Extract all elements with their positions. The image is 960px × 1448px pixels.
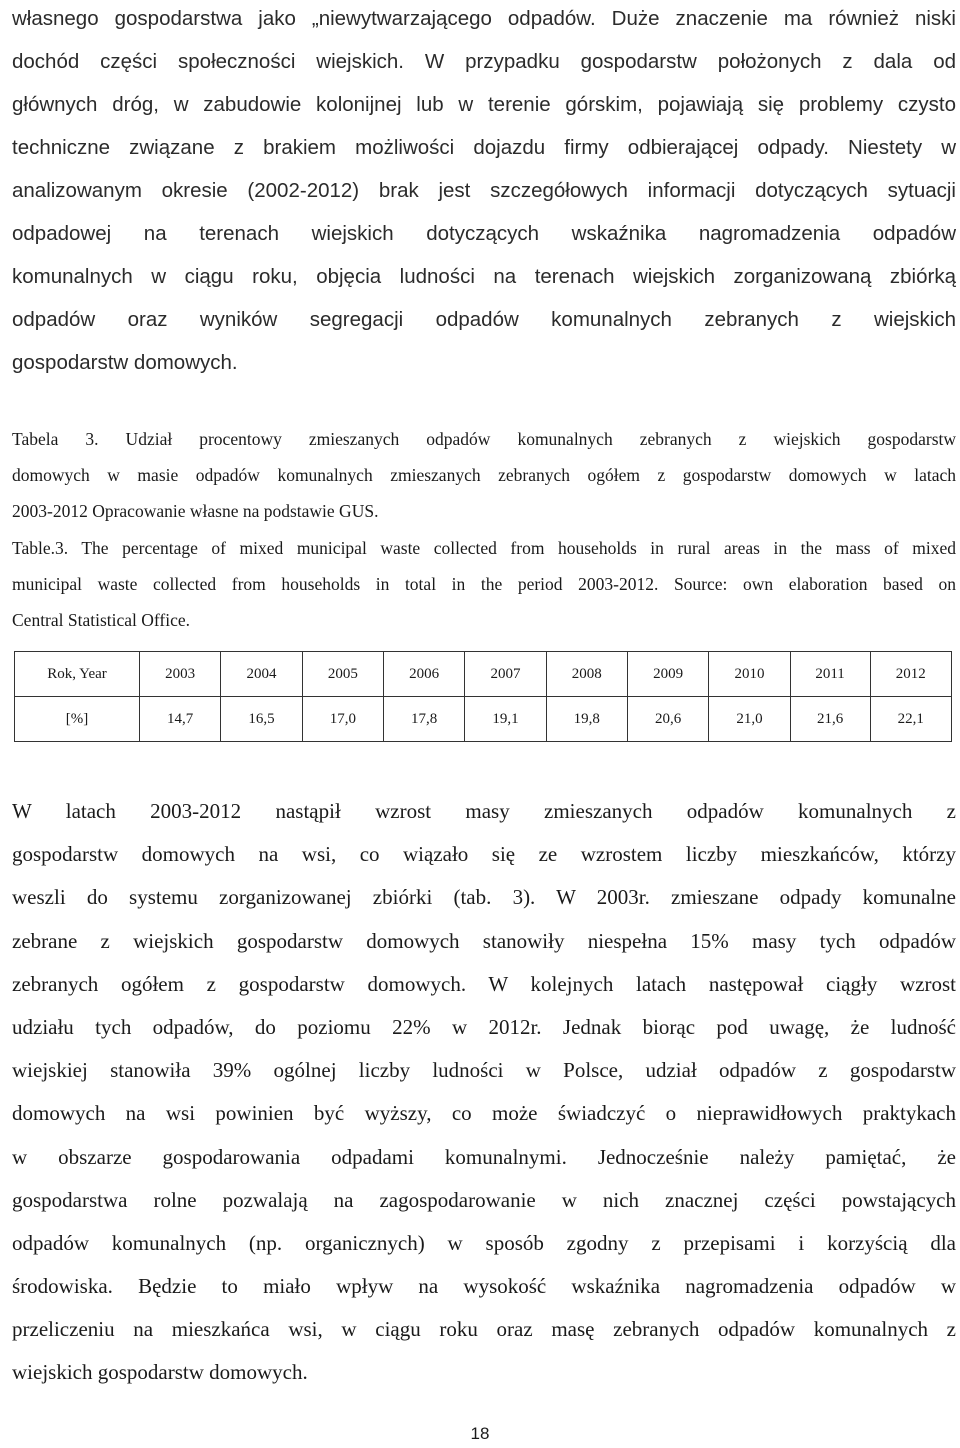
table-cell: 2011 <box>790 652 870 697</box>
table-cell: [%] <box>15 697 140 742</box>
table-cell: 20,6 <box>627 697 708 742</box>
text-line: analizowanym okresie (2002-2012) brak jest szczegółowych informacji dotyczących sytuacji <box>12 179 956 202</box>
text-line: odpadowej na terenach wiejskich dotyczących wskaźnika nagromadzenia odpadów <box>12 222 956 245</box>
text-line: środowiska. Będzie to miało wpływ na wysokość wskaźnika nagromadzenia odpadów w <box>12 1274 956 1299</box>
page-number: 18 <box>470 1424 490 1443</box>
table-header-row <box>15 652 952 697</box>
caption-line: municipal waste collected from households in total in the period 2003-2012. Source: own elaboration based on <box>12 574 956 594</box>
text-line: udziału tych odpadów, do poziomu 22% w 2012r. Jednak biorąc pod uwagę, że ludność <box>12 1014 956 1039</box>
text-line: własnego gospodarstwa jako „niewytwarzającego odpadów. Duże znaczenie ma również niski <box>12 7 956 30</box>
text-line: gospodarstw domowych na wsi, co wiązało się ze wzrostem liczby mieszkańców, którzy <box>12 842 956 867</box>
table-cell: 2005 <box>302 652 383 697</box>
text-line: techniczne związane z brakiem możliwości dojazdu firmy odbierającej odpady. Niestety w <box>12 136 956 159</box>
table-cell: 2006 <box>383 652 464 697</box>
text-line: w obszarze gospodarowania odpadami komunalnymi. Jednocześnie należy pamiętać, że <box>12 1144 956 1169</box>
table-cell: Rok, Year <box>15 652 140 697</box>
text-line: wiejskich gospodarstw domowych. <box>12 1360 308 1385</box>
table-cell: 22,1 <box>870 697 951 742</box>
caption-line: 2003-2012 Opracowanie własne na podstawie GUS. <box>12 501 379 521</box>
table-cell: 2010 <box>709 652 790 697</box>
text-line: odpadów komunalnych (np. organicznych) w sposób zgodny z przepisami i korzyścią dla <box>12 1230 956 1255</box>
caption-line: Central Statistical Office. <box>12 610 191 630</box>
table-cell: 19,8 <box>546 697 627 742</box>
table-cell: 2012 <box>870 652 951 697</box>
data-table <box>14 651 952 742</box>
table-cell: 17,8 <box>383 697 464 742</box>
table-cell: 17,0 <box>302 697 383 742</box>
text-line: komunalnych w ciągu roku, objęcia ludności na terenach wiejskich zorganizowaną zbiórką <box>12 265 956 288</box>
text-line: odpadów oraz wyników segregacji odpadów komunalnych zebranych z wiejskich <box>12 308 956 331</box>
table-cell: 16,5 <box>221 697 302 742</box>
text-line: domowych na wsi powinien być wyższy, co może świadczyć o nieprawidłowych praktykach <box>12 1101 956 1126</box>
table-row <box>15 697 952 742</box>
text-line: zebrane z wiejskich gospodarstw domowych stanowiły niespełna 15% masy tych odpadów <box>12 928 956 953</box>
table-cell: 21,6 <box>790 697 870 742</box>
caption-line: Table.3. The percentage of mixed municipal waste collected from households in rural areas in the mass of mixed <box>12 538 956 558</box>
caption-line: Tabela 3. Udział procentowy zmieszanych odpadów komunalnych zebranych z wiejskich gospodarstw <box>12 429 956 449</box>
bottom-paragraph <box>12 790 956 1395</box>
table-cell: 2008 <box>546 652 627 697</box>
text-line: gospodarstwa rolne pozwalają na zagospodarowanie w nich znacznej części powstających <box>12 1187 956 1212</box>
top-paragraph <box>12 0 956 384</box>
text-line: dochód części społeczności wiejskich. W przypadku gospodarstw położonych z dala od <box>12 50 956 73</box>
text-line: W latach 2003-2012 nastąpił wzrost masy zmieszanych odpadów komunalnych z <box>12 799 956 823</box>
table-cell: 2009 <box>627 652 708 697</box>
text-line: gospodarstw domowych. <box>12 351 238 374</box>
text-line: głównych dróg, w zabudowie kolonijnej lub w terenie górskim, pojawiają się problemy czysto <box>12 93 956 116</box>
table-cell: 2003 <box>140 652 221 697</box>
table-cell: 21,0 <box>709 697 790 742</box>
table-cell: 14,7 <box>140 697 221 742</box>
text-line: przeliczeniu na mieszkańca wsi, w ciągu roku oraz masę zebranych odpadów komunalnych z <box>12 1317 956 1342</box>
table-cell: 2004 <box>221 652 302 697</box>
table-caption-en <box>12 530 956 638</box>
table-cell: 2007 <box>465 652 546 697</box>
table-caption-pl <box>12 421 956 529</box>
caption-line: domowych w masie odpadów komunalnych zmieszanych zebranych ogółem z gospodarstw domowych w latach <box>12 465 956 485</box>
text-line: weszli do systemu zorganizowanej zbiórki (tab. 3). W 2003r. zmieszane odpady komunalne <box>12 885 956 910</box>
table-cell: 19,1 <box>465 697 546 742</box>
text-line: wiejskiej stanowiła 39% ogólnej liczby ludności w Polsce, udział odpadów z gospodarstw <box>12 1058 956 1083</box>
text-line: zebranych ogółem z gospodarstw domowych. W kolejnych latach następował ciągły wzrost <box>12 971 956 996</box>
